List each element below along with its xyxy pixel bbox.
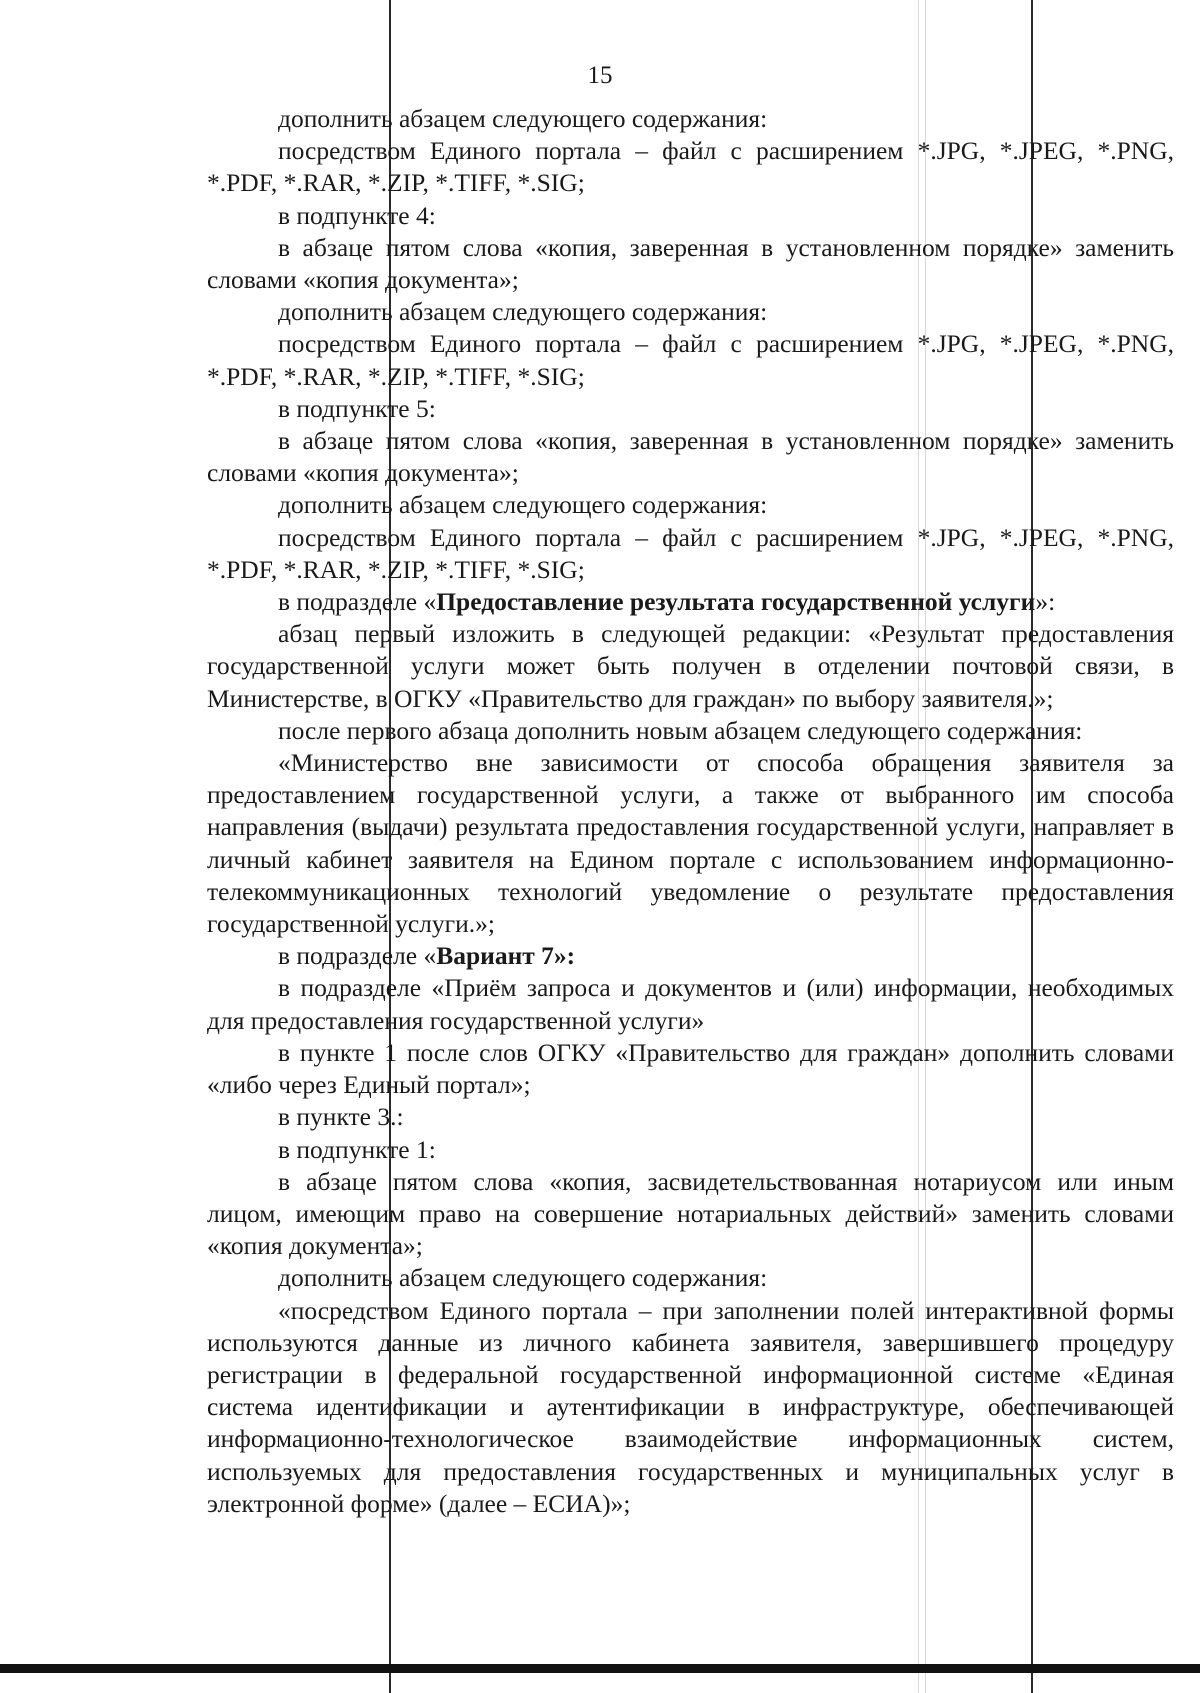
paragraph: дополнить абзацем следующего содержания: (278, 104, 768, 133)
scan-bottom-edge (0, 1664, 1200, 1673)
paragraph: после первого абзаца дополнить новым абзацем следующего содержания: (278, 715, 1083, 745)
paragraph: в абзаце пятом слова «копия, заверенная в установленном порядке» заменить словами «копия документа»; (207, 232, 1174, 295)
paragraph (207, 940, 1174, 972)
paragraph: посредством Единого портала – файл с расширением *.JPG, *.JPEG, *.PNG, *.PDF, *.RAR, *.ZIP, *.TIFF, *.SIG; (207, 522, 1174, 584)
paragraph: в пункте 1 после слов ОГКУ «Правительство для граждан» дополнить словами «либо через Единый портал»; (207, 1037, 1174, 1100)
paragraph: в абзаце пятом слова «копия, заверенная в установленном порядке» заменить словами «копия документа»; (207, 426, 1174, 488)
paragraph: посредством Единого портала – файл с расширением *.JPG, *.JPEG, *.PNG, *.PDF, *.RAR, *.ZIP, *.TIFF, *.SIG; (207, 136, 1174, 198)
page-number: 15 (587, 62, 613, 89)
paragraph: дополнить абзацем следующего содержания: (278, 1263, 768, 1293)
paragraph-text: »: (1035, 587, 1056, 617)
paragraph: дополнить абзацем следующего содержания: (278, 490, 768, 520)
paragraph: в подпункте 4: (278, 200, 436, 230)
paragraph: в подпункте 1: (278, 1134, 436, 1164)
paragraph: дополнить абзацем следующего содержания: (278, 297, 768, 327)
paragraph: посредством Единого портала – файл с расширением *.JPG, *.JPEG, *.PNG, *.PDF, *.RAR, *.ZIP, *.TIFF, *.SIG; (207, 329, 1174, 391)
section-title: Предоставление результата государственной услуги (436, 587, 1036, 617)
paragraph-text: в подразделе « (278, 587, 437, 617)
section-title: Вариант 7»: (436, 941, 576, 971)
paragraph: в подпункте 5: (278, 393, 436, 423)
paragraph: «посредством Единого портала – при заполнении полей интерактивной формы используются данные из личного кабинета заявителя, завершившего процедуру регистрации в федеральной государственной информационной системе «Единая система идентификации и аутентификации в инфраструктуре, обеспечивающей информационно-технологическое взаимодействие информационных систем, используемых для предоставления государственных и муниципальных услуг в электронной форме» (далее – ЕСИА)»; (207, 1295, 1174, 1518)
paragraph: в абзаце пятом слова «копия, засвидетельствованная нотариусом или иным лицом, имеющим право на совершение нотариальных действий» заменить словами «копия документа»; (207, 1166, 1174, 1261)
paragraph: «Министерство вне зависимости от способа обращения заявителя за предоставлением государственной услуги, а также от выбранного им способа направления (выдачи) результата предоставления государственной услуги, направляет в личный кабинет заявителя на Едином портале с использованием информационно-телекоммуникационных технологий уведомление о результате предоставления государственной услуги.»; (207, 748, 1174, 939)
document-body (207, 103, 1174, 1520)
paragraph: абзац первый изложить в следующей редакции: «Результат предоставления государственной услуги может быть получен в отделении почтовой связи, в Министерстве, в ОГКУ «Правительство для граждан» по выбору заявителя.»; (207, 619, 1174, 713)
paragraph (207, 586, 1174, 618)
paragraph: в подразделе «Приём запроса и документов и (или) информации, необходимых для предоставления государственной услуги» (207, 973, 1174, 1035)
paragraph-text: в подразделе « (278, 941, 437, 971)
paragraph: в пункте 3.: (278, 1102, 404, 1132)
